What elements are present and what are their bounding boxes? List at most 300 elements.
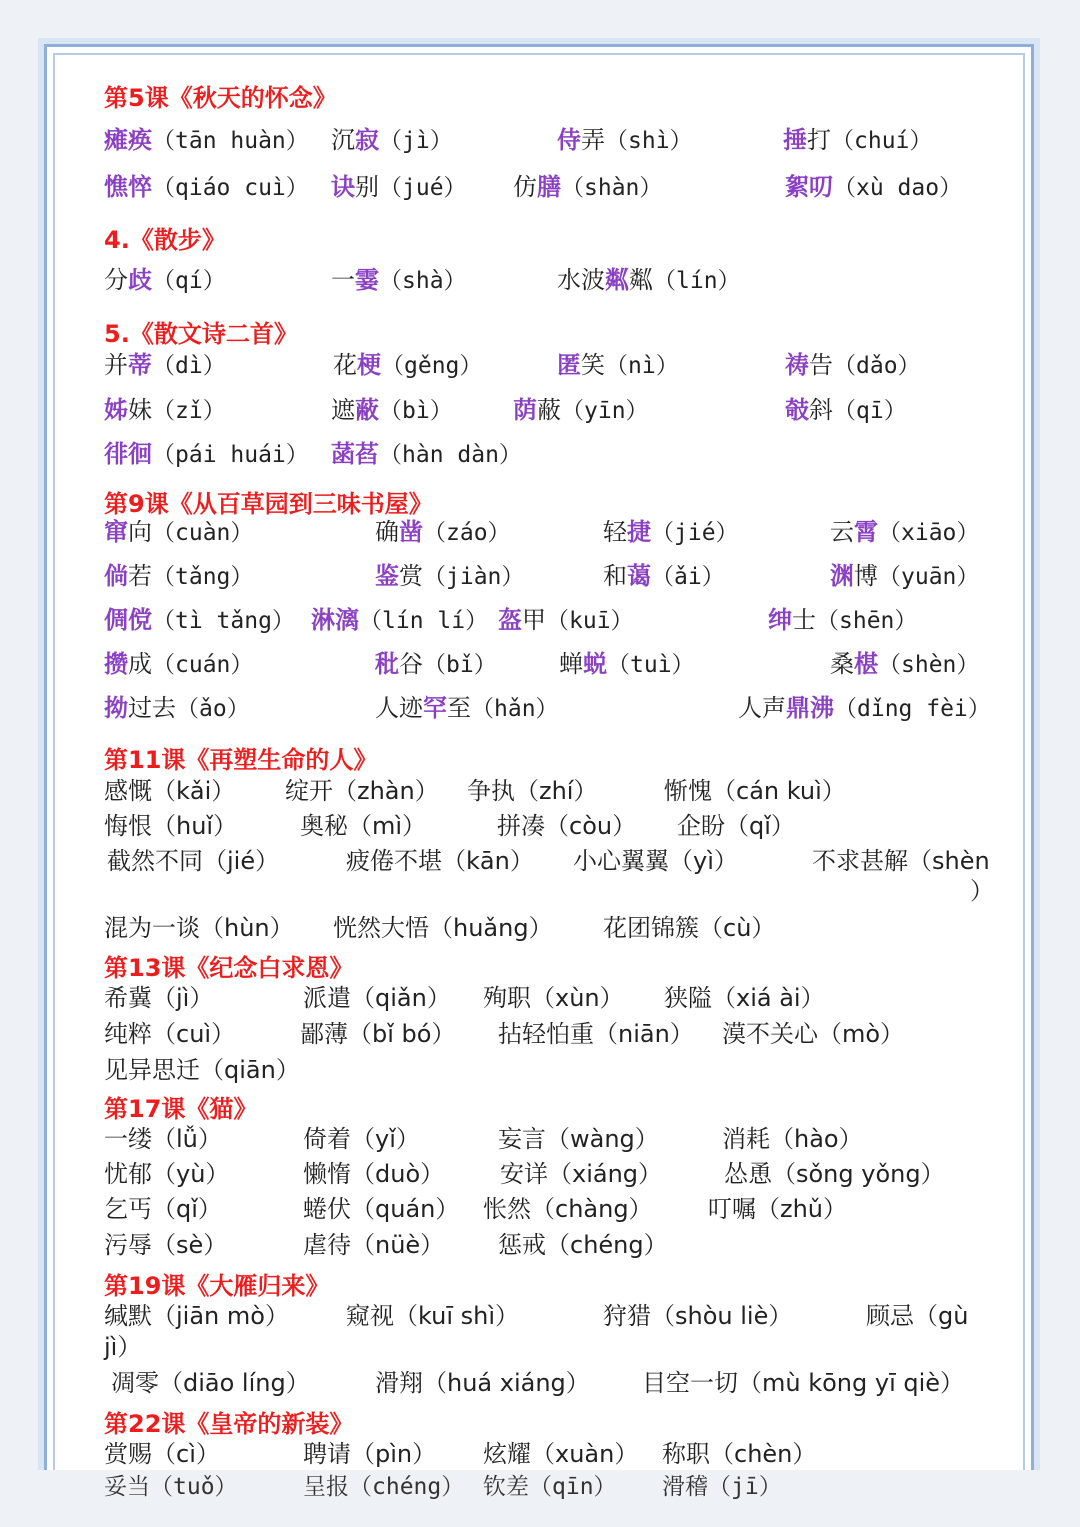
vocab-entry (500, 1159, 662, 1190)
vocab-entry (104, 693, 250, 724)
vocab-entry (104, 605, 295, 636)
vocab-text: 奥秘（mì） (300, 812, 427, 840)
vocab-text: 缄默（jiān mò） (104, 1302, 289, 1330)
vocab-entry (603, 561, 725, 592)
highlighted-char: 罕 (423, 694, 447, 722)
word-suffix: 笑 (581, 351, 605, 379)
word-suffix: 斜 (809, 396, 833, 424)
pinyin: （záo） (423, 520, 511, 546)
word-prefix: 花 (333, 351, 357, 379)
vocab-text: 倚着（yǐ） (303, 1125, 420, 1153)
vocab-entry (483, 983, 624, 1014)
vocab-text: 怂恿（sǒng yǒng） (724, 1160, 945, 1188)
vocab-entry (104, 811, 237, 842)
vocab-text: 花团锦簇（cù） (603, 914, 776, 942)
highlighted-char: 窜 (104, 518, 128, 546)
vocab-entry (104, 125, 309, 156)
pinyin: （xù dao） (833, 175, 963, 201)
word-prefix: 分 (104, 266, 128, 294)
vocab-entry (664, 776, 846, 807)
vocab-entry (375, 561, 524, 592)
vocab-text: 感慨（kǎi） (104, 777, 236, 805)
vocab-entry (104, 1159, 229, 1190)
vocab-word (603, 562, 651, 590)
word-suffix: 过去 (128, 694, 176, 722)
vocab-word (104, 606, 152, 634)
vocab-entry (603, 1301, 792, 1332)
vocab-word (557, 126, 605, 154)
pinyin: （jué） (379, 175, 467, 201)
vocab-word (104, 173, 152, 201)
vocab-text: ） (970, 877, 994, 905)
pinyin: （lín） (653, 268, 741, 294)
cut-off-entry: 滑稽（jī） (662, 1474, 782, 1500)
vocab-entry (303, 1194, 459, 1225)
highlighted-char: 倘 (104, 562, 128, 590)
pinyin: （hàn dàn） (379, 442, 522, 468)
vocab-entry (664, 983, 825, 1014)
vocab-text: 惭愧（cán kuì） (664, 777, 846, 805)
vocab-entry (866, 1301, 968, 1332)
section-title: 第11课《再塑生命的人》 (104, 746, 378, 774)
vocab-entry (498, 1019, 694, 1050)
pinyin: （shà） (379, 268, 467, 294)
word-suffix: 弄 (581, 126, 605, 154)
vocab-entry (104, 350, 226, 381)
highlighted-char: 蒂 (128, 351, 152, 379)
pinyin: （yīn） (561, 398, 649, 424)
vocab-entry (603, 913, 775, 944)
vocab-entry (375, 693, 559, 724)
vocab-entry (111, 1368, 310, 1399)
vocab-word (498, 606, 546, 634)
pinyin: （xiāo） (878, 520, 980, 546)
vocab-text: 企盼（qǐ） (677, 812, 795, 840)
vocab-text: 拈轻怕重（niān） (498, 1020, 694, 1048)
vocab-text: 妄言（wàng） (498, 1125, 659, 1153)
word-prefix: 轻 (603, 518, 627, 546)
word-prefix: 桑 (830, 650, 854, 678)
vocab-entry (513, 395, 649, 426)
vocab-entry (104, 395, 226, 426)
vocab-entry (830, 561, 979, 592)
vocab-text: 绽开（zhàn） (285, 777, 439, 805)
pinyin: （lín lí） (359, 608, 489, 634)
vocab-text: 希冀（jì） (104, 984, 214, 1012)
highlighted-char: 拗 (104, 694, 128, 722)
vocab-word (104, 351, 152, 379)
pinyin: （dǎo） (833, 353, 921, 379)
vocab-entry (724, 1159, 945, 1190)
section-title: 第9课《从百草园到三味书屋》 (104, 490, 433, 518)
vocab-word (830, 518, 878, 546)
section-title: 第13课《纪念白求恩》 (104, 954, 354, 982)
highlighted-char: 蜕 (583, 650, 607, 678)
pinyin: （zǐ） (152, 398, 226, 424)
vocab-entry (498, 1124, 659, 1155)
pinyin: （ǎi） (651, 564, 725, 590)
vocab-entry (830, 649, 979, 680)
vocab-word (375, 650, 423, 678)
highlighted-char: 秕 (375, 650, 399, 678)
vocab-text: 叮嘱（zhǔ） (708, 1195, 848, 1223)
vocab-text: 顾忌（gù (866, 1302, 969, 1330)
highlighted-char: 攲 (785, 396, 809, 424)
vocab-entry (104, 1439, 220, 1470)
vocab-entry (783, 125, 932, 156)
vocab-entry (722, 1124, 863, 1155)
highlighted-char: 渊 (830, 562, 854, 590)
pinyin: （tān huàn） (152, 128, 309, 154)
word-prefix: 并 (104, 351, 128, 379)
vocab-entry (785, 350, 921, 381)
vocab-word (104, 396, 152, 424)
vocab-word (603, 518, 651, 546)
highlighted-char: 歧 (128, 266, 152, 294)
word-suffix: 蔽 (537, 396, 561, 424)
pinyin: （qiáo cuì） (152, 175, 309, 201)
vocab-word (104, 126, 152, 154)
vocab-text: 见异思迁（qiān） (104, 1056, 300, 1084)
vocab-entry (104, 983, 213, 1014)
vocab-entry (104, 265, 226, 296)
vocab-text: 炫耀（xuàn） (483, 1440, 639, 1468)
vocab-entry (722, 1019, 904, 1050)
pinyin: （ǎo） (176, 696, 250, 722)
pinyin: （cuán） (152, 652, 254, 678)
vocab-text: 纯粹（cuì） (104, 1020, 236, 1048)
vocab-entry (104, 649, 253, 680)
vocab-entry (104, 1194, 222, 1225)
word-suffix: 向 (128, 518, 152, 546)
highlighted-char: 姊 (104, 396, 128, 424)
vocab-entry (557, 350, 679, 381)
word-suffix: 别 (355, 173, 379, 201)
vocab-entry (104, 1124, 222, 1155)
vocab-entry (331, 172, 467, 203)
vocab-text: 乞丐（qǐ） (104, 1195, 222, 1223)
vocab-text: 狩猎（shòu liè） (603, 1302, 793, 1330)
section-title: 第19课《大雁归来》 (104, 1272, 330, 1300)
highlighted-char: 梗 (357, 351, 381, 379)
pinyin: （shèn） (878, 652, 980, 678)
vocab-text: 惩戒（chéng） (498, 1231, 668, 1259)
pinyin: （cuàn） (152, 520, 254, 546)
vocab-text: 疲倦不堪（kān） (346, 847, 534, 875)
vocab-entry (768, 605, 917, 636)
word-suffix: 至 (447, 694, 471, 722)
word-prefix: 一 (331, 266, 355, 294)
vocab-word (104, 266, 152, 294)
word-suffix: 成 (128, 650, 152, 678)
vocab-entry (346, 846, 534, 877)
highlighted-char: 徘徊 (104, 440, 152, 468)
vocab-text: 一缕（lǚ） (104, 1125, 222, 1153)
word-prefix: 仿 (513, 173, 537, 201)
vocab-word (104, 518, 152, 546)
vocab-entry (104, 1019, 235, 1050)
vocab-entry (559, 649, 695, 680)
vocab-entry (300, 811, 426, 842)
vocab-entry (467, 776, 597, 807)
vocab-text: 混为一谈（hùn） (104, 914, 294, 942)
section-title: 5.《散文诗二首》 (104, 320, 298, 348)
vocab-word (331, 266, 379, 294)
word-prefix: 人迹 (375, 694, 423, 722)
vocab-word (830, 650, 878, 678)
vocab-word (104, 650, 152, 678)
highlighted-char: 侍 (557, 126, 581, 154)
vocab-entry (104, 913, 294, 944)
section-title: 4.《散步》 (104, 226, 226, 254)
vocab-entry (603, 517, 739, 548)
vocab-entry (104, 1301, 289, 1332)
vocab-entry (331, 395, 453, 426)
highlighted-char: 祷 (785, 351, 809, 379)
highlighted-char: 椹 (854, 650, 878, 678)
vocab-word (331, 440, 379, 468)
pinyin: （dǐng fèi） (834, 696, 991, 722)
word-suffix: 粼 (629, 266, 653, 294)
vocab-text: 殉职（xùn） (483, 984, 624, 1012)
vocab-text: 拼凑（còu） (497, 812, 637, 840)
vocab-entry (970, 876, 994, 907)
vocab-text: 忧郁（yù） (104, 1160, 230, 1188)
vocab-word (557, 351, 605, 379)
highlighted-char: 捶 (783, 126, 807, 154)
pinyin: （tì tǎng） (152, 608, 295, 634)
pinyin: （tǎng） (152, 564, 254, 590)
vocab-word (785, 396, 833, 424)
vocab-word (559, 650, 607, 678)
word-suffix: 博 (854, 562, 878, 590)
vocab-word (557, 266, 653, 294)
highlighted-char: 菡萏 (331, 440, 379, 468)
vocab-entry (483, 1194, 653, 1225)
vocab-word (331, 173, 379, 201)
vocab-entry (303, 983, 451, 1014)
pinyin: （jiàn） (423, 564, 525, 590)
vocab-entry (104, 172, 309, 203)
vocab-word (830, 562, 878, 590)
word-prefix: 云 (830, 518, 854, 546)
vocab-text: 安详（xiáng） (500, 1160, 663, 1188)
highlighted-char: 凿 (399, 518, 423, 546)
word-prefix: 沉 (331, 126, 355, 154)
vocab-word (375, 694, 471, 722)
word-prefix: 人声 (738, 694, 786, 722)
vocab-entry (557, 125, 693, 156)
vocab-entry (642, 1368, 964, 1399)
vocab-word (375, 562, 423, 590)
vocab-word (785, 173, 833, 201)
vocab-entry (331, 125, 453, 156)
vocab-text: 目空一切（mù kōng yī qiè） (642, 1369, 965, 1397)
pinyin: （kuī） (546, 608, 634, 634)
vocab-text: 消耗（hào） (722, 1125, 863, 1153)
vocab-text: 不求甚解（shèn (812, 847, 990, 875)
word-prefix: 蝉 (559, 650, 583, 678)
vocab-entry (331, 439, 522, 470)
word-prefix: 遮 (331, 396, 355, 424)
vocab-text: 怅然（chàng） (483, 1195, 653, 1223)
highlighted-char: 匿 (557, 351, 581, 379)
word-suffix: 打 (807, 126, 831, 154)
vocab-entry (104, 776, 235, 807)
word-suffix: 告 (809, 351, 833, 379)
vocab-text: 聘请（pìn） (303, 1440, 437, 1468)
vocab-entry (677, 811, 795, 842)
highlighted-char: 粼 (605, 266, 629, 294)
vocab-word (513, 396, 561, 424)
section-title: 第5课《秋天的怀念》 (104, 84, 337, 112)
highlighted-char: 绅 (768, 606, 792, 634)
highlighted-char: 攒 (104, 650, 128, 678)
pinyin: （jié） (651, 520, 739, 546)
pinyin: （bǐ） (423, 652, 497, 678)
pinyin: （yuān） (878, 564, 980, 590)
pinyin: （tuì） (607, 652, 695, 678)
vocab-text: 懒惰（duò） (303, 1160, 445, 1188)
vocab-entry (303, 1439, 436, 1470)
vocab-entry (483, 1439, 638, 1470)
vocab-text: 鄙薄（bǐ bó） (300, 1020, 456, 1048)
pinyin: （shēn） (816, 608, 918, 634)
word-suffix: 谷 (399, 650, 423, 678)
cut-off-entry: 妥当（tuǒ） (104, 1474, 238, 1500)
highlighted-char: 憔悴 (104, 173, 152, 201)
vocab-text: 派遣（qiǎn） (303, 984, 451, 1012)
vocab-word (375, 518, 423, 546)
vocab-word (331, 126, 379, 154)
vocab-entry (303, 1159, 444, 1190)
pinyin: （pái huái） (152, 442, 309, 468)
pinyin: （shì） (605, 128, 693, 154)
word-prefix: 水波 (557, 266, 605, 294)
vocab-entry (662, 1439, 816, 1470)
vocab-entry (497, 811, 636, 842)
vocab-entry (812, 846, 990, 877)
highlighted-char: 霎 (355, 266, 379, 294)
highlighted-char: 鉴 (375, 562, 399, 590)
cut-off-entry: 呈报（chéng） (303, 1474, 465, 1500)
vocab-entry (104, 1230, 227, 1261)
vocab-text: 滑翔（huá xiáng） (375, 1369, 590, 1397)
vocab-word (785, 351, 833, 379)
pinyin: （chuí） (831, 128, 933, 154)
highlighted-char: 倜傥 (104, 606, 152, 634)
vocab-entry (311, 605, 488, 636)
highlighted-char: 荫 (513, 396, 537, 424)
vocab-entry (331, 265, 467, 296)
word-suffix: 赏 (399, 562, 423, 590)
vocab-entry (333, 913, 553, 944)
vocab-entry (104, 1055, 300, 1086)
vocab-text: 窥视（kuī shì） (346, 1302, 520, 1330)
vocab-text: 虐待（nüè） (303, 1231, 445, 1259)
vocab-word (333, 351, 381, 379)
vocab-entry (104, 1332, 141, 1363)
vocab-word (104, 562, 152, 590)
word-suffix: 甲 (522, 606, 546, 634)
cut-off-bottom-line (0, 1470, 1080, 1527)
vocab-entry (557, 265, 741, 296)
vocab-text: 狭隘（xiá ài） (664, 984, 825, 1012)
highlighted-char: 淋漓 (311, 606, 359, 634)
vocab-entry (573, 846, 738, 877)
word-prefix: 和 (603, 562, 627, 590)
vocab-entry (375, 1368, 590, 1399)
vocab-text: 小心翼翼（yì） (573, 847, 738, 875)
vocab-text: 悔恨（huǐ） (104, 812, 238, 840)
vocab-entry (303, 1230, 444, 1261)
vocab-text: 恍然大悟（huǎng） (333, 914, 553, 942)
vocab-entry (498, 605, 634, 636)
vocab-entry (498, 1230, 668, 1261)
vocab-entry (738, 693, 991, 724)
vocab-text: jì） (104, 1333, 142, 1361)
vocab-entry (104, 439, 309, 470)
pinyin: （qī） (833, 398, 907, 424)
highlighted-char: 膳 (537, 173, 561, 201)
cut-off-entry: 钦差（qīn） (483, 1474, 617, 1500)
highlighted-char: 霄 (854, 518, 878, 546)
highlighted-char: 寂 (355, 126, 379, 154)
pinyin: （qí） (152, 268, 226, 294)
vocab-entry (708, 1194, 847, 1225)
vocab-entry (346, 1301, 519, 1332)
vocab-entry (830, 517, 979, 548)
vocab-entry (300, 1019, 455, 1050)
vocab-word (104, 694, 176, 722)
highlighted-char: 蔽 (355, 396, 379, 424)
word-suffix: 若 (128, 562, 152, 590)
vocab-text: 赏赐（cì） (104, 1440, 220, 1468)
vocab-entry (785, 395, 907, 426)
vocab-entry (104, 561, 253, 592)
highlighted-char: 盔 (498, 606, 522, 634)
word-suffix: 妹 (128, 396, 152, 424)
highlighted-char: 捷 (627, 518, 651, 546)
vocab-word (331, 396, 379, 424)
word-suffix: 士 (792, 606, 816, 634)
vocab-entry (107, 846, 279, 877)
vocab-text: 称职（chèn） (662, 1440, 817, 1468)
vocab-text: 截然不同（jié） (107, 847, 280, 875)
pinyin: （gěng） (381, 353, 483, 379)
pinyin: （hǎn） (471, 696, 559, 722)
highlighted-char: 蔼 (627, 562, 651, 590)
vocab-entry (333, 350, 482, 381)
vocab-entry (375, 649, 497, 680)
vocab-word (738, 694, 834, 722)
vocab-entry (104, 517, 253, 548)
pinyin: （jì） (379, 128, 453, 154)
vocab-word (104, 440, 152, 468)
vocab-entry (513, 172, 662, 203)
vocab-text: 蜷伏（quán） (303, 1195, 460, 1223)
vocab-word (768, 606, 816, 634)
vocab-word (311, 606, 359, 634)
word-prefix: 确 (375, 518, 399, 546)
vocab-text: 污辱（sè） (104, 1231, 228, 1259)
vocab-text: 争执（zhí） (467, 777, 598, 805)
vocab-entry (303, 1124, 420, 1155)
vocab-entry (785, 172, 962, 203)
highlighted-char: 瘫痪 (104, 126, 152, 154)
pinyin: （dì） (152, 353, 226, 379)
vocab-entry (285, 776, 439, 807)
